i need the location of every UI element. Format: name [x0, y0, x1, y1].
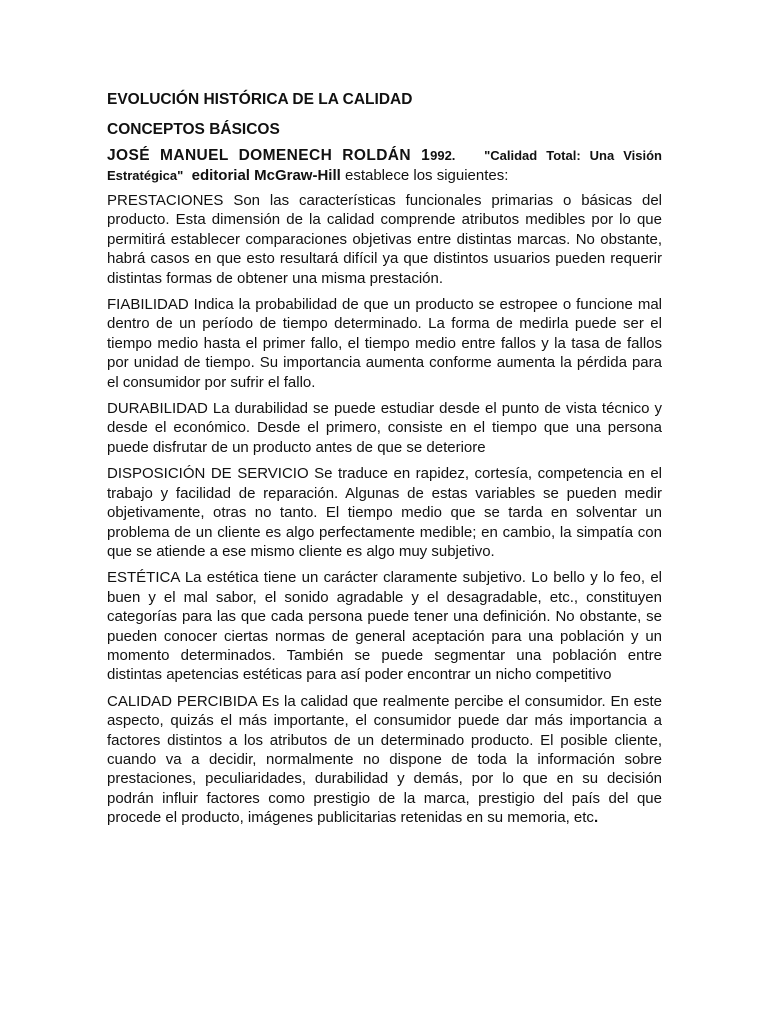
section-text: Son las características funcionales primarias o básicas del producto. Esta dimensión de la calidad comprende atributos medibles por lo que permitirá establecer comparaciones objetivas entre distintas marcas. No obstante, habrá casos en que esto resultará difícil ya que distintos usuarios pueden requerir distintas formas de obtener una misma prestación.: [107, 192, 662, 287]
section-end-period: .: [593, 809, 599, 827]
section-text: La durabilidad se puede estudiar desde el punto de vista técnico y desde el económico. Desde el primero, consiste en el tiempo que una persona puede disfrutar de un producto antes de que se deteriore: [107, 400, 662, 456]
intro-author: JOSÉ MANUEL DOMENECH ROLDÁN 1: [107, 147, 431, 164]
section-term: PRESTACIONES: [107, 192, 224, 209]
intro-year: 992.: [430, 148, 456, 163]
intro-rest: establece los siguientes:: [340, 166, 509, 184]
section-text: Es la calidad que realmente percibe el consumidor. En este aspecto, quizás el más importante, el consumidor puede dar más importancia a factores distintos a los atributos de un determinado producto. El posible cliente, cuando va a decidir, normalmente no dispone de toda la información sobre prestaciones, peculiaridades, durabilidad y demás, por lo que en su decisión podrán influir factores como prestigio de la marca, prestigio del país del que procede el producto, imágenes publicitarias retenidas en su memoria, etc: [107, 692, 662, 827]
section-text: La estética tiene un carácter claramente subjetivo. Lo bello y lo feo, el buen y el mal sabor, el sonido agradable y el desagradable, etc., constituyen categorías para las que cada persona puede tener una definición. No obstante, se pueden conocer ciertas normas de general aceptación para una población y un momento determinados. También se puede segmentar una población entre distintas apetencias estéticas para así poder encontrar un nicho competitivo: [107, 569, 662, 684]
intro-publisher: editorial McGraw-Hill: [191, 166, 341, 184]
document-page: [107, 90, 662, 835]
section-estetica: [107, 568, 662, 684]
section-calidad-percibida: [107, 692, 662, 828]
section-disposicion-de-servicio: [107, 464, 662, 561]
document-subtitle: CONCEPTOS BÁSICOS: [107, 121, 280, 138]
intro-paragraph: [107, 146, 662, 185]
section-text: Indica la probabilidad de que un producto se estropee o funcione mal dentro de un período de tiempo determinado. La forma de medirla puede ser el tiempo medio hasta el primer fallo, el tiempo medio entre fallos y la tasa de fallos por unidad de tiempo. Su importancia aumenta conforme aumenta la pérdida para el consumidor por sufrir el fallo.: [107, 296, 662, 391]
section-prestaciones: [107, 191, 662, 288]
section-term: DURABILIDAD: [107, 400, 208, 418]
section-term: ESTÉTICA: [107, 569, 180, 587]
section-term: CALIDAD PERCIBIDA: [107, 692, 257, 710]
section-fiabilidad: [107, 295, 662, 392]
document-title: EVOLUCIÓN HISTÓRICA DE LA CALIDAD: [107, 91, 413, 108]
section-term: DISPOSICIÓN DE SERVICIO: [107, 465, 309, 483]
section-text: Se traduce en rapidez, cortesía, competencia en el trabajo y facilidad de reparación. Algunas de estas variables se pueden medir objetivamente, otras no tanto. El tiempo medio que se tarda en solventar un problema de un cliente es algo perfectamente medible; en cambio, la simpatía con que se atiende a ese mismo cliente es algo muy subjetivo.: [107, 465, 662, 560]
section-term: FIABILIDAD: [107, 296, 189, 314]
section-durabilidad: [107, 399, 662, 457]
intro-book-title: "Calidad Total: Una Visión Estratégica": [107, 148, 662, 183]
